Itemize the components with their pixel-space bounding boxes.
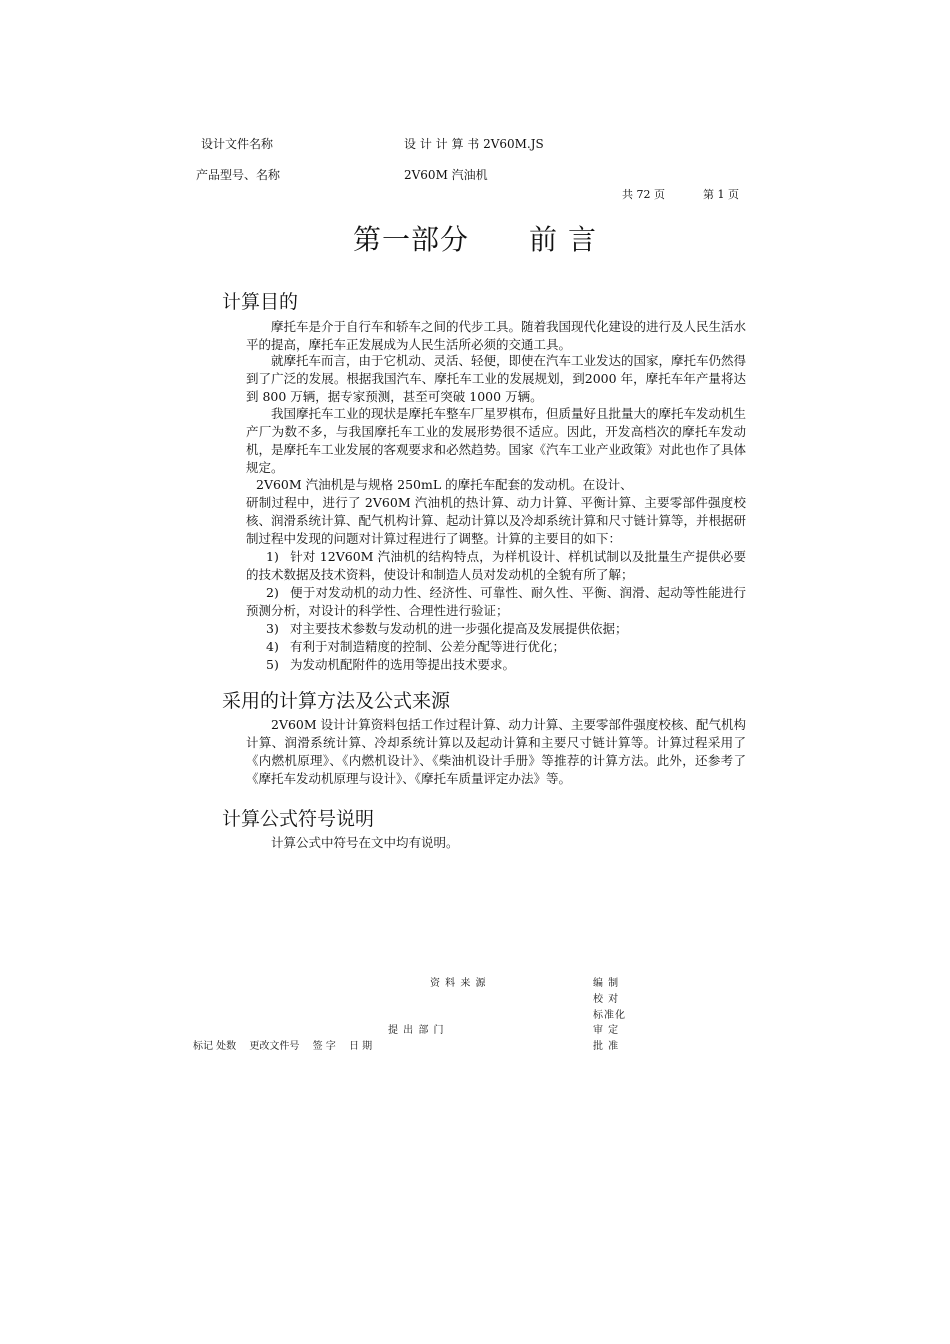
list-item-text: 有利于对制造精度的控制、公差分配等进行优化；	[290, 639, 566, 654]
footer-label-signature: 签 字	[312, 1041, 336, 1052]
section-heading-purpose: 计算目的	[222, 291, 299, 313]
list-item-number: 5)	[266, 657, 279, 672]
footer-role-prepared: 编 制	[593, 978, 620, 989]
footer-label-mark: 标记 处数	[193, 1041, 237, 1052]
list-item-text: 为发动机配附件的选用等提出技术要求。	[290, 657, 516, 672]
paragraph-development: 就摩托车而言，由于它机动、灵活、轻便，即使在汽车工业发达的国家，摩托车仍然得到了广泛的发展。根据我国汽车、摩托车工业的发展规划，到2000 年，摩托车年产量将达到 800 万辆，据专家预测，甚至可突破 1000 万辆。	[246, 353, 747, 404]
page-title	[0, 218, 950, 258]
list-item-text: 便于对发动机的动力性、经济性、可靠性、耐久性、平衡、润滑、起动等性能进行预测分析，对设计的科学性、合理性进行验证；	[246, 585, 746, 618]
list-item	[246, 548, 746, 584]
paragraph-symbols: 计算公式中符号在文中均有说明。	[271, 835, 459, 850]
paragraph-engine-rest: 研制过程中，进行了 2V60M 汽油机的热计算、动力计算、平衡计算、主要零部件强度校核、润滑系统计算、配气机构计算、起动计算以及冷却系统计算和尺寸链计算等，并根据研制过程中发现的问题对计算过程进行了调整。计算的主要目的如下：	[246, 495, 747, 546]
list-item-text: 针对 12V60M 汽油机的结构特点，为样机设计、样机试制以及批量生产提供必要的技术数据及技术资料，使设计和制造人员对发动机的全貌有所了解；	[246, 549, 746, 582]
purpose-list	[246, 548, 746, 674]
title-part: 第一部分	[353, 223, 470, 256]
list-item	[246, 620, 746, 638]
paragraph-industry: 我国摩托车工业的现状是摩托车整车厂星罗棋布，但质量好且批量大的摩托车发动机生产厂为数不多，与我国摩托车工业的发展形势很不适应。因此，开发高档次的摩托车发动机，是摩托车工业发展的客观要求和必然趋势。国家《汽车工业产业政策》对此也作了具体规定。	[246, 406, 747, 475]
title-name: 前 言	[529, 223, 597, 256]
product-value: 2V60M 汽油机	[404, 168, 488, 182]
list-item	[246, 638, 746, 656]
list-item	[246, 656, 746, 674]
list-item-number: 2)	[266, 585, 279, 600]
section-heading-method: 采用的计算方法及公式来源	[222, 690, 451, 712]
total-pages: 共 72 页	[622, 188, 665, 201]
list-item-text: 对主要技术参数与发动机的进一步强化提高及发展提供依据；	[290, 621, 628, 636]
footer-role-checked: 校 对	[593, 994, 620, 1005]
product-label: 产品型号、名称	[196, 168, 281, 182]
list-item	[246, 584, 746, 620]
paragraph-intro: 摩托车是介于自行车和轿车之间的代步工具。随着我国现代化建设的进行及人民生活水平的提高，摩托车正发展成为人民生活所必须的交通工具。	[246, 319, 747, 352]
footer-role-approved: 批 准	[593, 1041, 620, 1052]
footer-label-date: 日 期	[348, 1041, 373, 1052]
paragraph-engine-line1: 2V60M 汽油机是与规格 250mL 的摩托车配套的发动机。在设计、	[256, 477, 633, 492]
section-heading-symbols: 计算公式符号说明	[222, 808, 375, 830]
paragraph-method: 2V60M 设计计算资料包括工作过程计算、动力计算、主要零部件强度校核、配气机构计算、润滑系统计算、冷却系统计算以及起动计算和主要尺寸链计算等。计算过程采用了《内燃机原理》、《内燃机设计》、《柴油机设计手册》等推荐的计算方法。此外，还参考了《摩托车发动机原理与设计》、《摩托车质量评定办法》等。	[246, 717, 746, 786]
list-item-number: 3)	[266, 621, 279, 636]
footer-department: 提 出 部 门	[388, 1025, 445, 1036]
footer-role-standardization: 标准化	[593, 1010, 626, 1021]
footer-revision-labels	[193, 1037, 382, 1052]
list-item-number: 4)	[266, 639, 279, 654]
doc-name-value: 设 计 计 算 书 2V60M.JS	[404, 137, 544, 151]
doc-name-label: 设计文件名称	[201, 137, 274, 151]
page-number: 第 1 页	[703, 188, 739, 201]
footer-source: 资 料 来 源	[430, 978, 487, 989]
footer-role-reviewed: 审 定	[593, 1025, 620, 1036]
list-item-number: 1)	[266, 549, 279, 564]
footer-label-change-doc: 更改文件号	[249, 1041, 300, 1052]
